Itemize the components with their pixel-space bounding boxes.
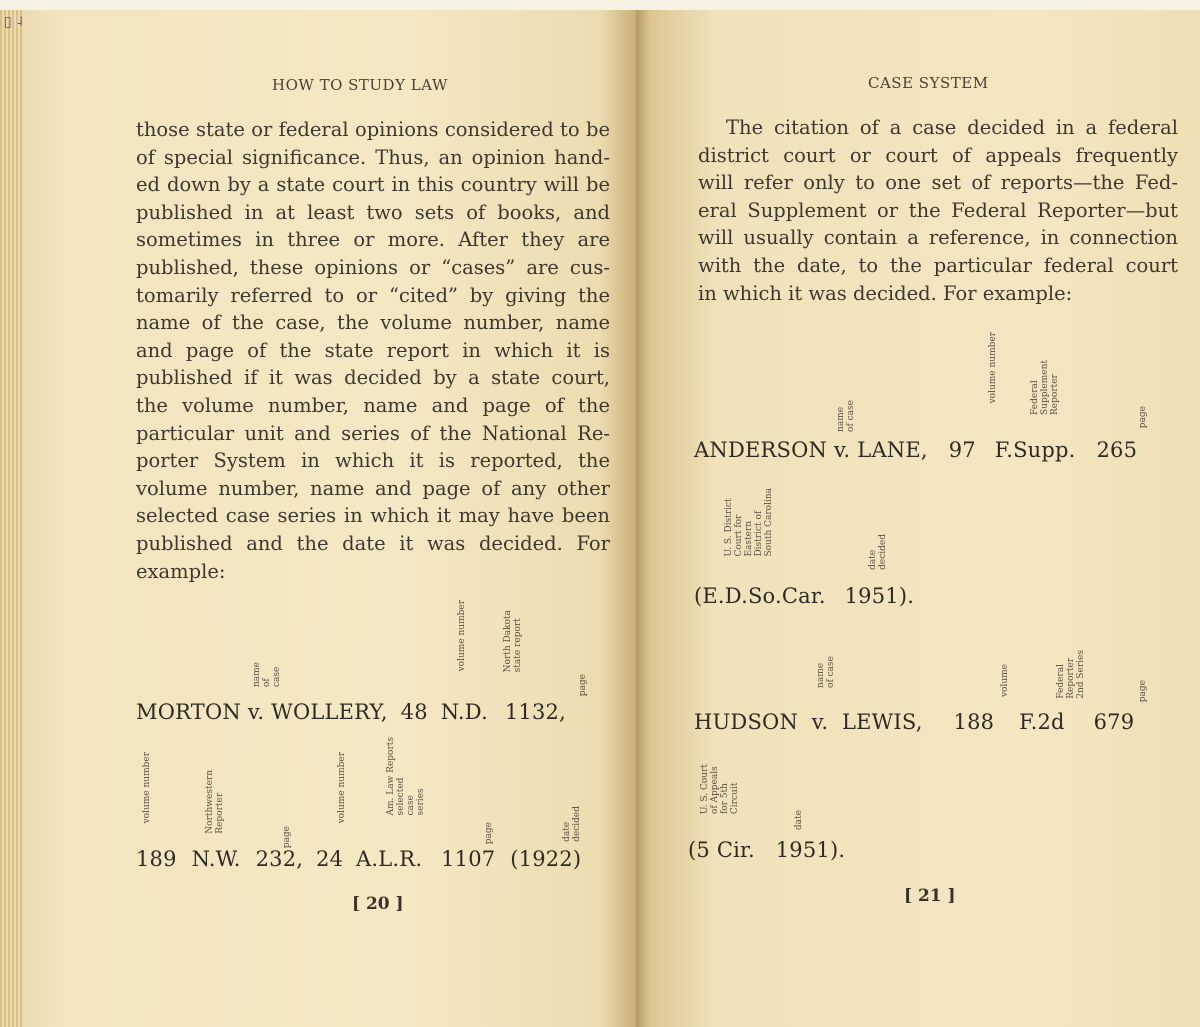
text-line: those state or federal opinions considered to be	[136, 118, 610, 141]
page-number: 679	[1093, 710, 1135, 734]
volume: 97	[948, 438, 976, 462]
volume: 24	[316, 847, 344, 871]
text-line: tomarily referred to or “cited” by giving the	[136, 283, 610, 307]
text-line: will refer only to one set of reports—the Fed-	[698, 171, 1178, 195]
text-line: the volume number, name and page of the	[136, 393, 610, 417]
reporter: A.L.R.	[356, 847, 423, 871]
annotation-volume: volume	[1000, 664, 1010, 698]
page-number-right: [ 21 ]	[904, 886, 956, 906]
citation-hudson	[694, 710, 1134, 734]
text-line: in which it was decided. For example:	[698, 281, 1073, 305]
reporter: F.2d	[1019, 710, 1065, 734]
page-number: 1132,	[504, 700, 566, 724]
date: 1951).	[775, 838, 846, 862]
book-spread	[0, 10, 1200, 1027]
citation-anderson-court	[694, 584, 914, 608]
left-page	[0, 10, 636, 1027]
annotation-court: U. S. Court of Appeals for 5th Circuit	[700, 764, 740, 815]
case-name: MORTON v. WOLLERY,	[136, 700, 388, 724]
citation-morton	[136, 700, 566, 724]
text-line: published in at least two sets of books, and	[136, 200, 610, 224]
annotation-reporter: Federal Supplement Reporter	[1030, 360, 1060, 415]
annotation-reporter: Northwestern Reporter	[205, 770, 225, 834]
text-line: eral Supplement or the Federal Reporter—but	[698, 198, 1178, 222]
annotation-reporter: Federal Reporter 2nd Series	[1056, 650, 1086, 699]
annotation-volume-number: volume number	[142, 752, 152, 824]
text-line: example:	[136, 559, 226, 583]
annotation-date: date	[794, 810, 804, 831]
page-number: 232,	[255, 847, 304, 871]
text-line: ed down by a state court in this country will be	[136, 173, 610, 197]
text-line: published and the date it was decided. For	[136, 531, 610, 555]
date: (1922)	[510, 847, 582, 871]
running-head-left: HOW TO STUDY LAW	[272, 76, 448, 94]
left-body-text	[136, 116, 610, 585]
reporter: N.D.	[440, 700, 488, 724]
citation-hudson-court	[688, 838, 845, 862]
running-head-right: CASE SYSTEM	[868, 74, 989, 92]
citation-anderson	[694, 438, 1137, 462]
annotation-volume-number: volume number	[457, 600, 467, 672]
text-line: with the date, to the particular federal court	[698, 253, 1178, 277]
annotation-page: page	[484, 822, 494, 845]
text-line: selected case series in which it may have been	[136, 504, 610, 528]
text-line: porter System in which it is reported, the	[136, 449, 610, 473]
page-edges	[0, 10, 22, 1027]
annotation-page: page	[1138, 680, 1148, 703]
text-line: particular unit and series of the National Re-	[136, 421, 610, 445]
page-number: 1107	[441, 847, 496, 871]
court: (5 Cir.	[688, 838, 755, 862]
annotation-page: page	[282, 826, 292, 849]
text-line: sometimes in three or more. After they are	[136, 228, 610, 252]
annotation-selected-series: Am. Law Reports selected case series	[386, 737, 426, 816]
corner-mark: ▯ ˨	[4, 14, 24, 30]
text-line: and page of the state report in which it is	[136, 338, 610, 362]
text-line: district court or court of appeals frequently	[698, 143, 1178, 167]
annotation-page: page	[578, 674, 588, 697]
case-name: HUDSON v. LEWIS,	[694, 710, 923, 734]
reporter: N.W.	[191, 847, 241, 871]
annotation-date-decided: date decided	[868, 534, 888, 570]
text-line: volume number, name and page of any other	[136, 476, 610, 500]
annotation-name-of-case: name of case	[816, 656, 836, 688]
text-line: name of the case, the volume number, name	[136, 311, 610, 335]
annotation-name-of-case: name of case	[836, 400, 856, 432]
text-line: of special significance. Thus, an opinion hand-	[136, 145, 610, 169]
annotation-date-decided: date decided	[562, 806, 582, 842]
date: 1951).	[844, 584, 915, 608]
text-line: published, these opinions or “cases” are cus-	[136, 255, 610, 279]
right-body-text	[698, 114, 1178, 307]
citation-nw-alr	[136, 847, 581, 871]
annotation-name-of-case: name of case	[252, 662, 282, 688]
right-page	[636, 10, 1200, 1027]
annotation-reporter: North Dakota state report	[503, 610, 523, 673]
court: (E.D.So.Car.	[694, 584, 826, 608]
annotation-court: U. S. District Court for Eastern District of South Carolina	[724, 488, 774, 557]
text-line: The citation of a case decided in a federal	[726, 116, 1178, 139]
volume: 189	[136, 847, 177, 871]
volume: 188	[953, 710, 995, 734]
annotation-volume-number: volume number	[337, 752, 347, 824]
text-line: published if it was decided by a state court,	[136, 366, 610, 390]
page-number: 265	[1096, 438, 1138, 462]
reporter: F.Supp.	[994, 438, 1076, 462]
annotation-page: page	[1138, 406, 1148, 429]
text-line: will usually contain a reference, in connection	[698, 226, 1178, 250]
volume: 48	[400, 700, 428, 724]
page-number-left: [ 20 ]	[352, 894, 404, 914]
annotation-volume-number: volume number	[988, 332, 998, 404]
case-name: ANDERSON v. LANE,	[694, 438, 928, 462]
